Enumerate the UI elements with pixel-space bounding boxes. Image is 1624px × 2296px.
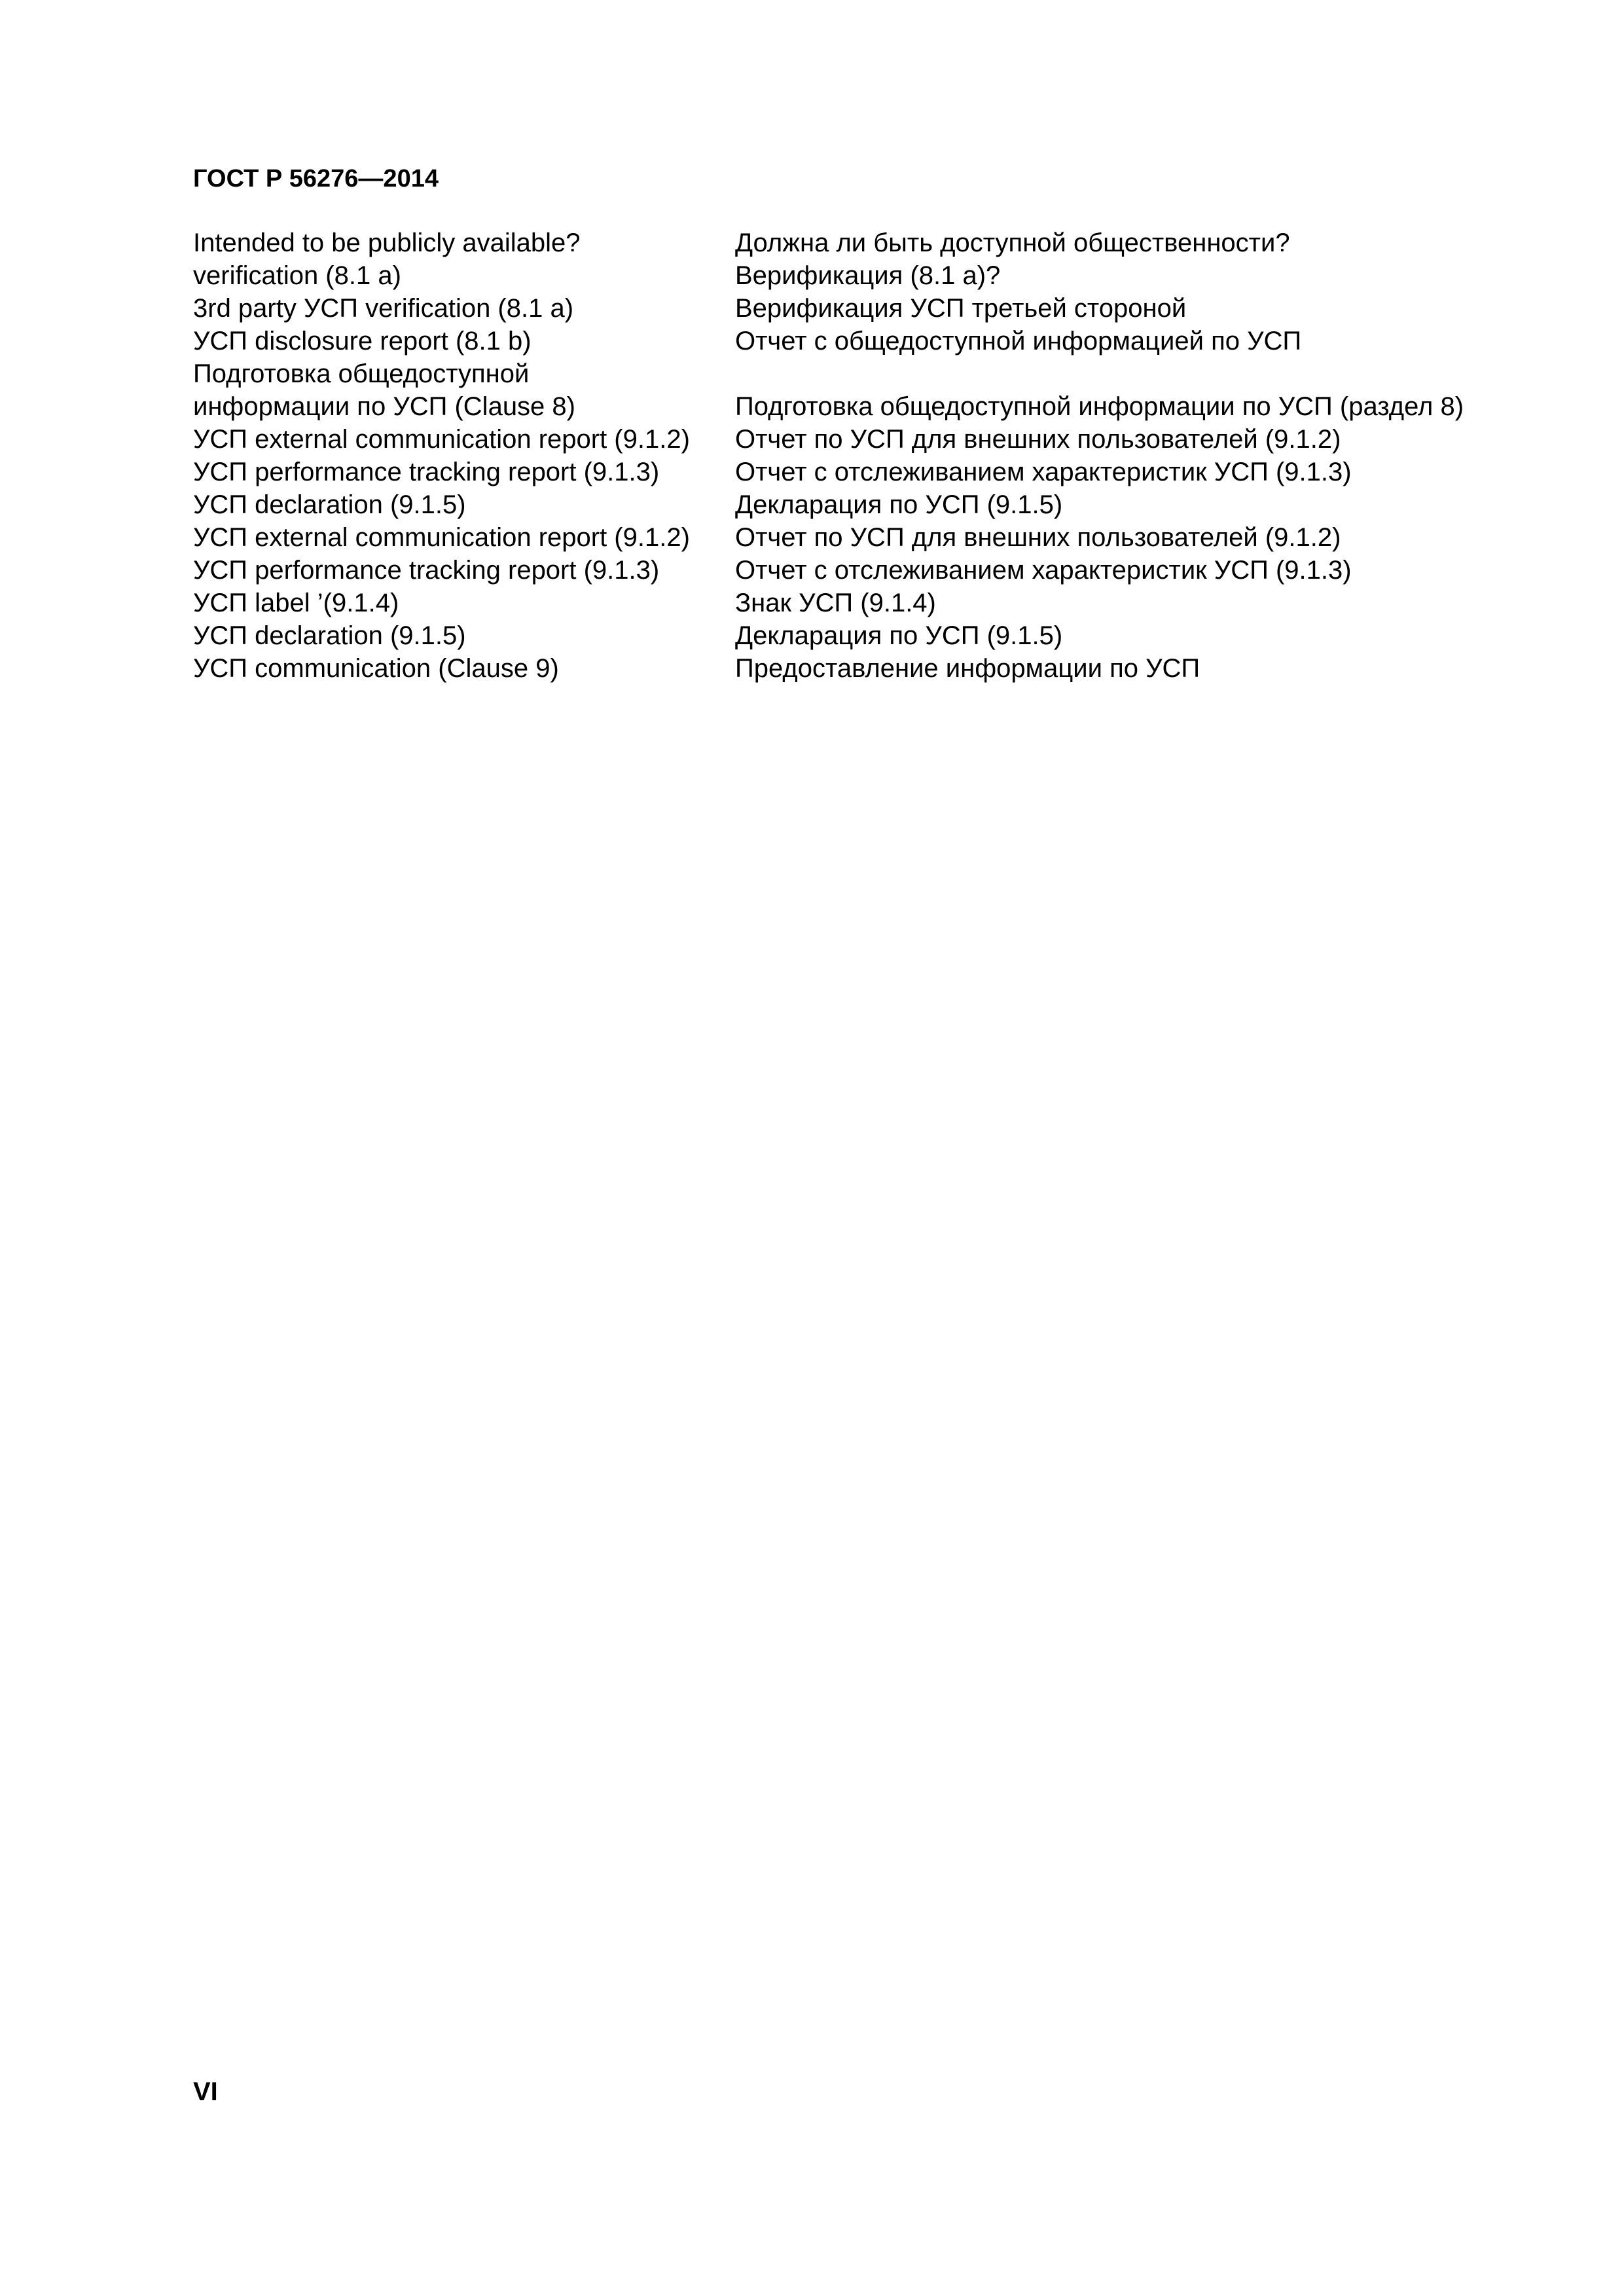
term-en: информации по УСП (Clause 8) [193, 392, 575, 421]
term-ru: Отчет по УСП для внешних пользователей (9.1.2) [735, 523, 1341, 552]
term-en: verification (8.1 a) [193, 261, 401, 290]
term-en: УСП performance tracking report (9.1.3) [193, 458, 660, 486]
term-ru: Отчет по УСП для внешних пользователей (9.1.2) [735, 425, 1341, 454]
glossary-row [193, 554, 1509, 587]
term-en: 3rd party УСП verification (8.1 a) [193, 294, 574, 323]
term-ru: Подготовка общедоступной информации по УСП (раздел 8) [735, 392, 1464, 421]
glossary-row [193, 259, 1509, 292]
glossary-row [193, 227, 1509, 259]
glossary-row [193, 488, 1509, 521]
glossary-row [193, 456, 1509, 488]
term-ru: Верификация (8.1 a)? [735, 261, 1001, 290]
term-en: УСП declaration (9.1.5) [193, 490, 466, 519]
glossary-row [193, 390, 1509, 423]
term-en: УСП external communication report (9.1.2) [193, 425, 690, 454]
glossary-row [193, 521, 1509, 554]
term-en: УСП declaration (9.1.5) [193, 621, 466, 650]
term-ru: Отчет с общедоступной информацией по УСП [735, 327, 1302, 355]
term-en: УСП label ’(9.1.4) [193, 589, 399, 617]
term-ru: Декларация по УСП (9.1.5) [735, 621, 1063, 650]
term-en: Intended to be publicly available? [193, 228, 581, 257]
term-ru: Отчет с отслеживанием характеристик УСП (9.1.3) [735, 458, 1352, 486]
term-en: УСП communication (Clause 9) [193, 654, 559, 683]
term-ru: Верификация УСП третьей стороной [735, 294, 1187, 323]
glossary-row [193, 619, 1509, 652]
glossary-row [193, 325, 1509, 357]
term-en: УСП external communication report (9.1.2) [193, 523, 690, 552]
glossary-table [193, 227, 1509, 685]
document-header: ГОСТ Р 56276—2014 [193, 165, 439, 192]
glossary-row [193, 292, 1509, 325]
term-ru: Отчет с отслеживанием характеристик УСП (9.1.3) [735, 556, 1352, 585]
glossary-row [193, 587, 1509, 619]
term-en: Подготовка общедоступной [193, 359, 530, 388]
page-number: VI [193, 2077, 218, 2106]
term-ru: Должна ли быть доступной общественности? [735, 228, 1290, 257]
term-ru: Знак УСП (9.1.4) [735, 589, 936, 617]
glossary-row [193, 423, 1509, 456]
term-en: УСП performance tracking report (9.1.3) [193, 556, 660, 585]
glossary-row [193, 357, 1509, 390]
term-ru: Декларация по УСП (9.1.5) [735, 490, 1063, 519]
glossary-row [193, 652, 1509, 685]
term-en: УСП disclosure report (8.1 b) [193, 327, 532, 355]
term-ru: Предоставление информации по УСП [735, 654, 1200, 683]
